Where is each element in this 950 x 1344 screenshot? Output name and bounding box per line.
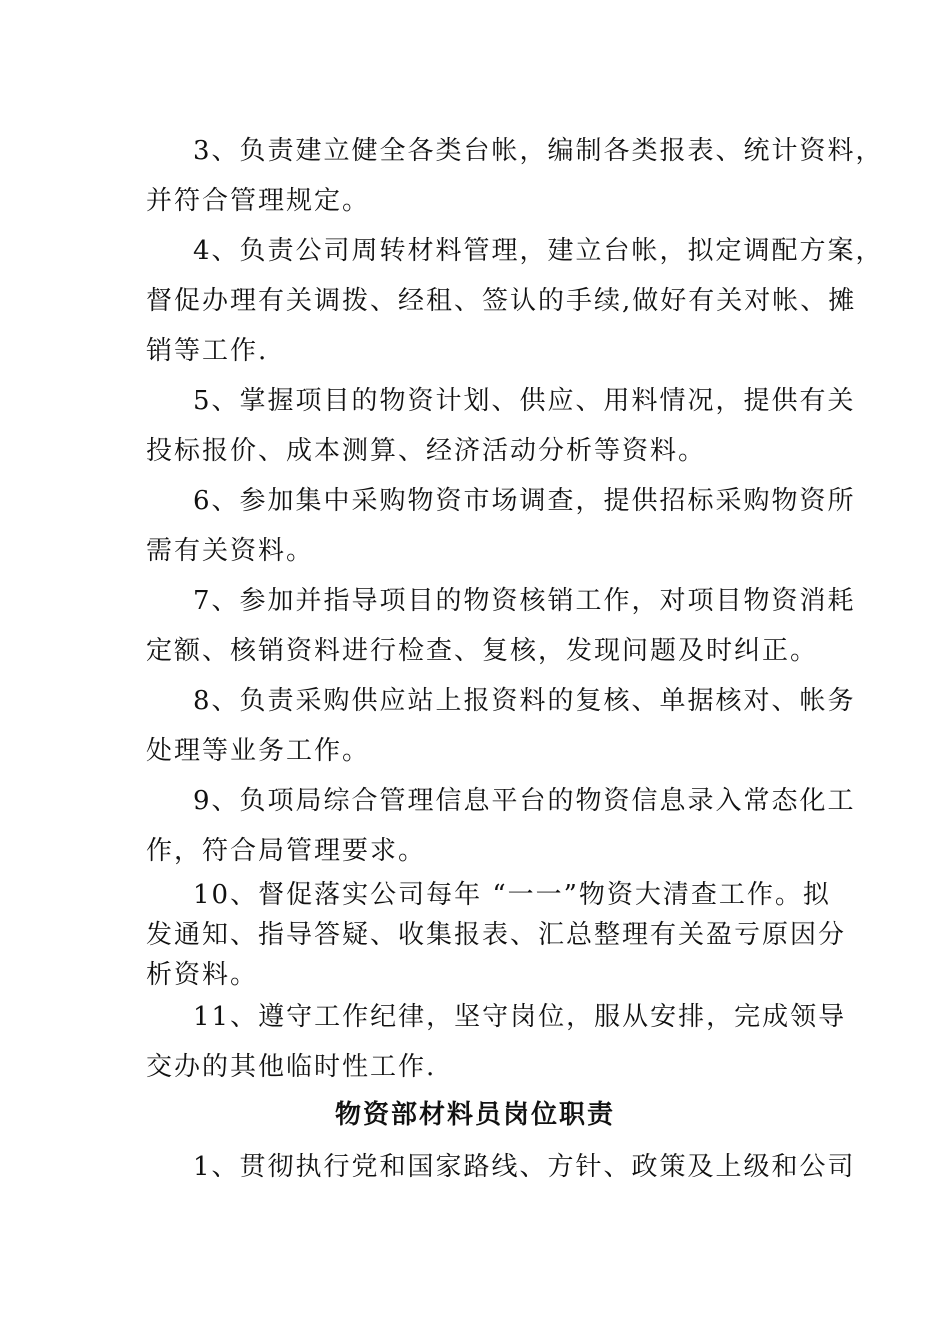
item-9-line-1: 9、负项局综合管理信息平台的物资信息录入常态化工 [193,786,856,816]
item-7-line-1: 7、参加并指导项目的物资核销工作，对项目物资消耗 [193,586,856,616]
item-6-line-1: 6、参加集中采购物资市场调查，提供招标采购物资所 [193,486,856,516]
item-5-line-1: 5、掌握项目的物资计划、供应、用料情况，提供有关 [193,386,856,416]
item-4-line-1: 4、负责公司周转材料管理，建立台帐，拟定调配方案， [193,236,884,266]
item-3-line-1: 3、负责建立健全各类台帐，编制各类报表、统计资料， [193,136,884,166]
item-10-line-2: 发通知、指导答疑、收集报表、汇总整理有关盈亏原因分 [146,920,847,950]
section-title: 物资部材料员岗位职责 [334,1100,615,1130]
next-item-line-1: 1、贯彻执行党和国家路线、方针、政策及上级和公司 [193,1152,856,1182]
item-9-line-2: 作，符合局管理要求。 [146,836,427,866]
item-11-line-2: 交办的其他临时性工作. [146,1052,437,1082]
item-10-line-1: 10、督促落实公司每年 “一一”物资大清查工作。拟 [193,880,831,910]
item-8-line-2: 处理等业务工作。 [146,736,371,766]
item-8-line-1: 8、负责采购供应站上报资料的复核、单据核对、帐务 [193,686,856,716]
item-4-line-2: 督促办理有关调拨、经租、签认的手续,做好有关对帐、摊 [146,286,857,316]
item-10-line-3: 析资料。 [146,960,259,990]
item-3-line-2: 并符合管理规定。 [146,186,371,216]
item-11-line-1: 11、遵守工作纪律，坚守岗位，服从安排，完成领导 [193,1002,847,1032]
item-6-line-2: 需有关资料。 [146,536,315,566]
item-4-line-3: 销等工作. [146,336,269,366]
item-7-line-2: 定额、核销资料进行检查、复核，发现问题及时纠正。 [146,636,819,666]
item-5-line-2: 投标报价、成本测算、经济活动分析等资料。 [146,436,707,466]
